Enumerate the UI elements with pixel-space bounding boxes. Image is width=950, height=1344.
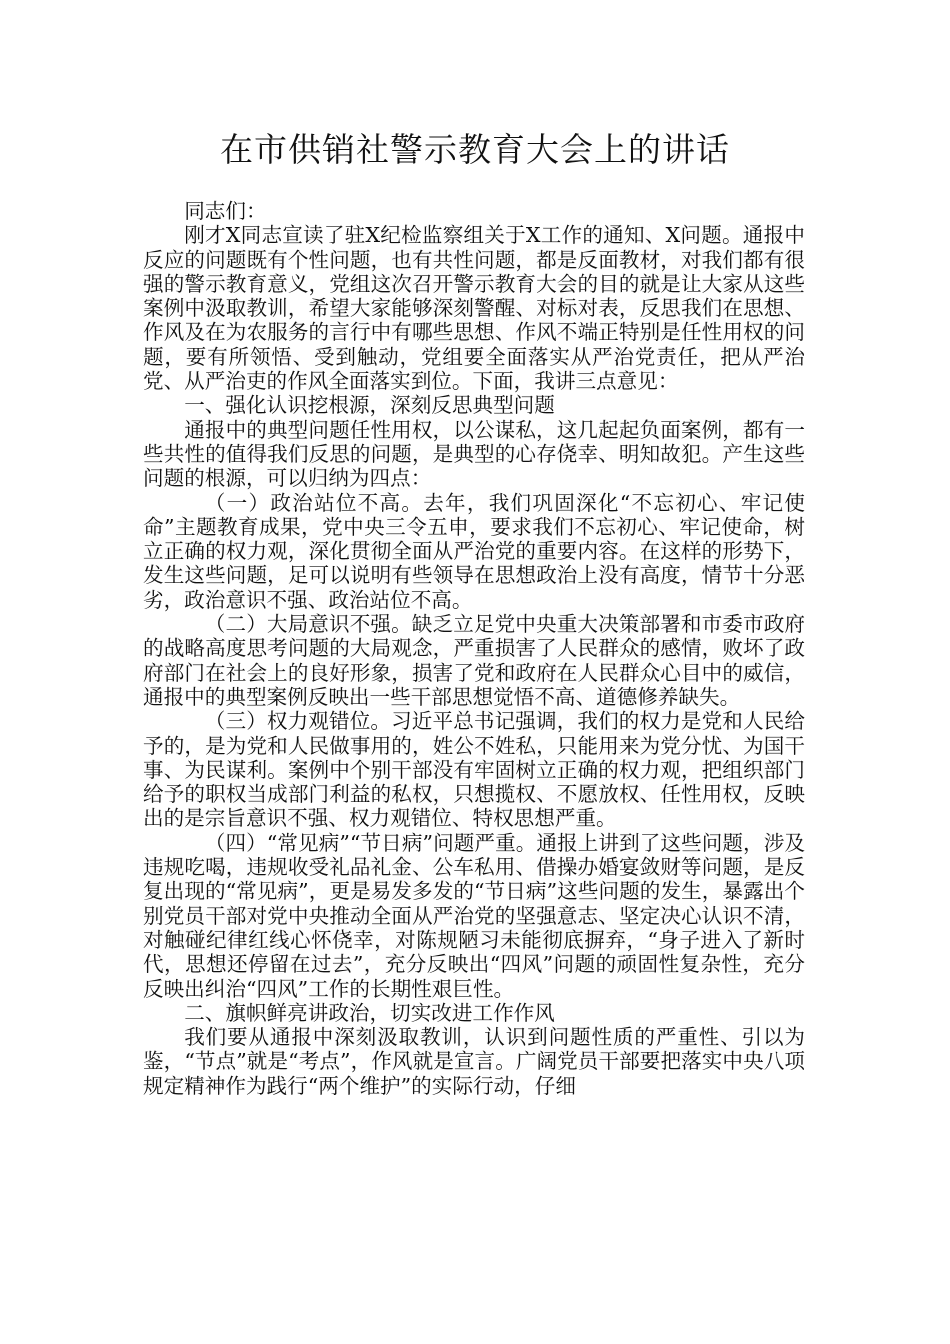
section-heading-2: 二、旗帜鲜亮讲政治，切实改进工作作风 (184, 1000, 555, 1025)
paragraph-roots: 通报中的典型问题任性用权，以公谋私，这几起起负面案例，都有一些共性的值得我们反思的问题，是典型的心存侥幸、明知故犯。产生这些问题的根源，可以归纳为四点： (143, 417, 805, 491)
paragraph-lessons: 我们要从通报中深刻汲取教训，认识到问题性质的严重性、引以为鉴，“节点”就是“考点”，作风就是宣言。广阔党员干部要把落实中央八项规定精神作为践行“两个维护”的实际行动，仔细 (143, 1025, 805, 1098)
salutation: 同志们： (184, 199, 267, 223)
paragraph-point-4: （四）“常见病”“节日病”问题严重。通报上讲到了这些问题，涉及违规吃喝，违规收受礼品礼金、公车私用、借操办婚宴敛财等问题，是反复出现的“常见病”，更是易发多发的“节日病”这些问题的发生，暴露出个别党员干部对党中央推动全面从严治党的坚强意志、坚定决心认识不清，对触碰纪律红线心怀侥幸，对陈规陋习未能彻底摒弃，“身子进入了新时代，思想还停留在过去”，充分反映出“四风”问题的顽固性复杂性，充分反映出纠治“四风”工作的长期性艰巨性。 (143, 830, 805, 1001)
paragraph-point-2: （二）大局意识不强。缺乏立足党中央重大决策部署和市委市政府的战略高度思考问题的大局观念，严重损害了人民群众的感情，败坏了政府部门在社会上的良好形象，损害了党和政府在人民群众心目中的威信，通报中的典型案例反映出一些干部思想觉悟不高、道德修养缺失。 (143, 612, 805, 709)
section-heading-1: 一、强化认识挖根源，深刻反思典型问题 (184, 393, 555, 418)
paragraph-point-3: （三）权力观错位。习近平总书记强调，我们的权力是党和人民给予的，是为党和人民做事用的，姓公不姓私，只能用来为党分忧、为国干事、为民谋利。案例中个别干部没有牢固树立正确的权力观，把组织部门给予的职权当成部门利益的私权，只想揽权、不愿放权、任性用权，反映出的是宗旨意识不强、权力观错位、特权思想严重。 (143, 709, 805, 831)
paragraph-point-1: （一）政治站位不高。去年，我们巩固深化“不忘初心、牢记使命”主题教育成果，党中央三令五申，要求我们不忘初心、牢记使命，树立正确的权力观，深化贯彻全面从严治党的重要内容。在这样的形势下，发生这些问题，足可以说明有些领导在思想政治上没有高度，情节十分恶劣，政治意识不强、政治站位不高。 (143, 490, 805, 612)
document-title: 在市供销社警示教育大会上的讲话 (220, 130, 730, 169)
document-body (143, 199, 805, 1098)
paragraph-intro: 刚才X同志宣读了驻X纪检监察组关于X工作的通知、X问题。通报中反应的问题既有个性问题，也有共性问题，都是反面教材，对我们都有很强的警示教育意义，党组这次召开警示教育大会的目的就是让大家从这些案例中汲取教训，希望大家能够深刻警醒、对标对表，反思我们在思想、作风及在为农服务的言行中有哪些思想、作风不端正特别是任性用权的问题，要有所领悟、受到触动，党组要全面落实从严治党责任，把从严治党、从严治吏的作风全面落实到位。下面，我讲三点意见： (143, 223, 805, 394)
